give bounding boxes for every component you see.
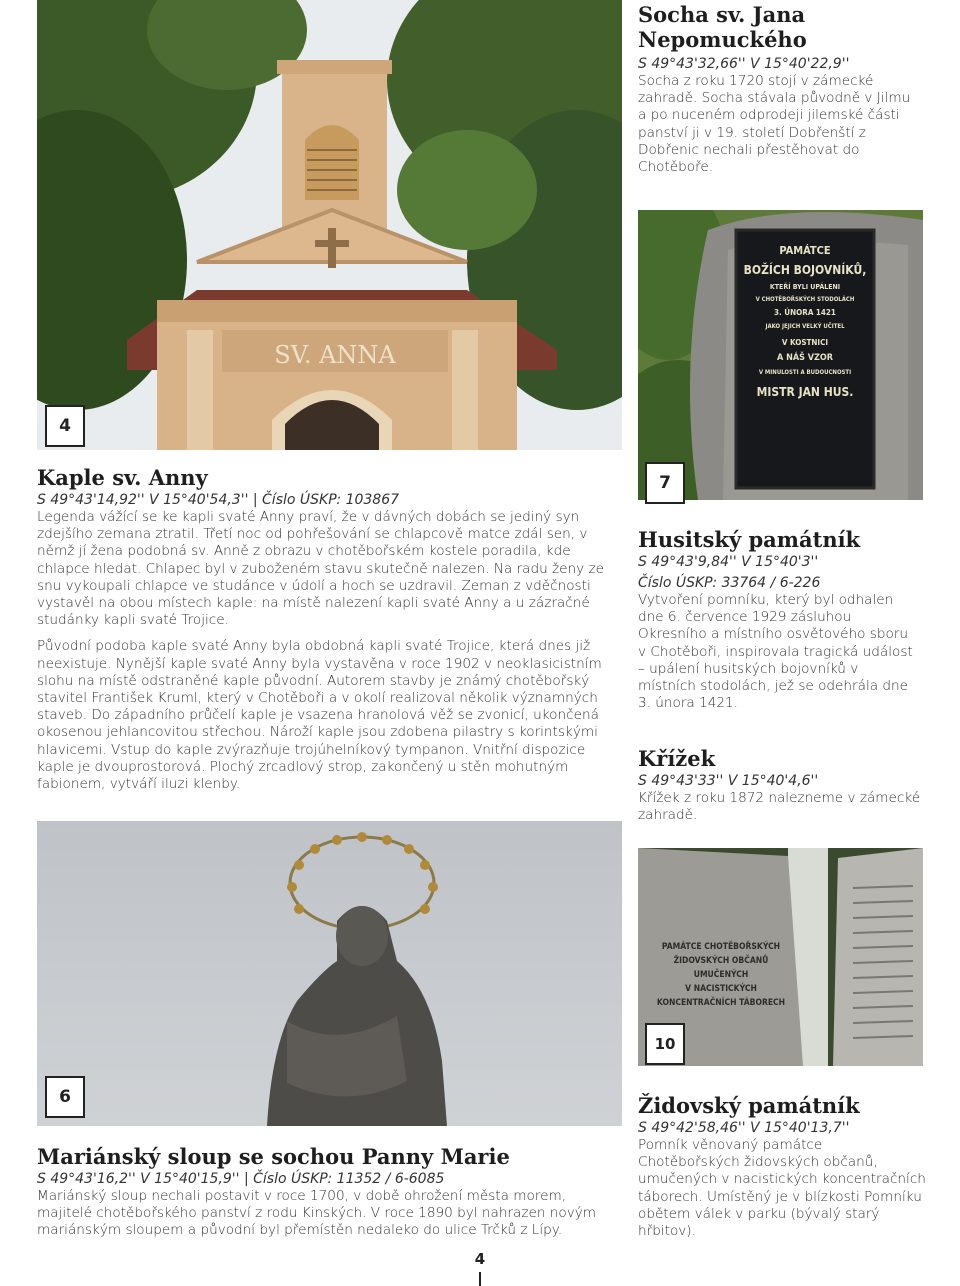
- section-husitsky-pamatnik: [638, 527, 928, 712]
- marian-title: Mariánský sloup se sochou Panny Marie: [37, 1144, 510, 1169]
- plaque-line: A NÁŠ VZOR: [776, 353, 834, 363]
- marian-coords: S 49°43'16,2'' V 15°40'15,9'' | Číslo ÚSKP: 11352 / 6-6085: [37, 1171, 445, 1187]
- anna-paragraph-2: Původní podoba kaple svaté Anny byla obdobná kapli svaté Trojice, která dnes již neexistuje. Nynější kaple svaté Anny byla vystavěna v roce 1902 v neoklasicistním slohu na místě odstraněné kaple původní. Autorem stavby je známý chotěbořský stavitel František Kruml, který v Chotěboři a v okolí realizoval několik významných staveb. Do západního průčelí kaple je vsazena hranolová věž se zvonicí, ukončená okosenou jehlancovitou střechou. Nároží kaple jsou zdobena pilastry s korintskými hlavicemi. Vstup do kaple zvýrazňuje trojúhelníkový tympanon. Vnitřní dispozice kaple je dvouprostorová. Plochý zrcadlový strop, zakončený u stěn mohutným fabionem, vytváří iluzi klenby.: [37, 638, 602, 793]
- plaque-line: V NACISTICKÝCH: [685, 984, 757, 994]
- section-mariansky-sloup: [37, 1144, 625, 1240]
- husitsky-coords: S 49°43'9,84'' V 15°40'3'': [638, 554, 819, 570]
- anna-paragraph-1: Legenda vážící se ke kapli svaté Anny praví, že v dávných dobách se jediný syn zdejšího zemana ztratil. Třetí noc od pohřešování se chlapcově matce zdál sen, v němž jí žena podobná sv. Anně z obrazu v chotěbořském kostele poradila, kde chlapce hledat. Chlapec byl v zuboženém stavu skutečně nalezen. Na radu ženy ze snu vykoupali chlapce ve studánce v údolí a hoch se uzdravil. Zeman z vděčnosti vystavěl na obou místech kaple: na místě nalezení kapli svaté Anny a u zázračné studánky kapli svaté Trojice.: [37, 509, 605, 629]
- krizek-title: Křížek: [638, 746, 716, 771]
- nepomucky-text: Socha z roku 1720 stojí v zámecké zahradě. Socha stávala původně v Jilmu a po nuceném odprodeji jilemské části panství ji v 19. století Dobřenští z Dobřenic nechali přestěhovat do Chotěboře.: [638, 73, 911, 176]
- plaque-line: 3. ÚNORA 1421: [774, 308, 836, 317]
- plaque-line: BOŽÍCH BOJOVNÍKŮ,: [743, 263, 867, 277]
- page-number: 4: [474, 1250, 486, 1268]
- photo-mariansky-sloup: [37, 821, 622, 1126]
- plaque-line: UMUČENÝCH: [693, 970, 749, 980]
- krizek-coords: S 49°43'33'' V 15°40'4,6'': [638, 773, 819, 789]
- section-nepomucky: [638, 2, 938, 176]
- zidovsky-title: Židovský památník: [638, 1093, 860, 1118]
- page-number-rule: [479, 1272, 481, 1286]
- photo-kaple-sv-anny: [37, 0, 622, 450]
- marian-statue-illustration: [37, 821, 622, 1126]
- zidovsky-coords: S 49°42'58,46'' V 15°40'13,7'': [638, 1120, 850, 1136]
- badge-10: 10: [645, 1023, 685, 1065]
- marian-text: Mariánský sloup nechali postavit v roce 1700, v době ohrožení města morem, majitelé chotěbořského panství z rodu Kinských. V roce 1890 byl nahrazen novým mariánským sloupem a původní byl přemístěn nedaleko do ulice Trčků z Lípy.: [37, 1188, 597, 1239]
- anna-coords: S 49°43'14,92'' V 15°40'54,3'' | Číslo ÚSKP: 103867: [37, 492, 400, 508]
- plaque-line: PAMÁTCE CHOTĚBOŘSKÝCH: [661, 942, 781, 952]
- anna-title: Kaple sv. Anny: [37, 465, 208, 490]
- badge-4: 4: [45, 405, 85, 447]
- photo-husitsky-pamatnik: [638, 210, 923, 500]
- plaque-line: KONCENTRAČNÍCH TÁBORECH: [656, 998, 786, 1008]
- plaque-line: JAKO JEJICH VELKÝ UČITEL: [765, 323, 845, 330]
- plaque-line: MISTR JAN HUS.: [756, 385, 854, 399]
- plaque-line: KTEŘÍ BYLI UPÁLENI: [769, 283, 841, 291]
- nepomucky-title: Socha sv. Jana Nepomuckého: [638, 2, 807, 52]
- plaque-line: V CHOTĚBOŘSKÝCH STODOLÁCH: [755, 296, 855, 303]
- husitsky-title: Husitský památník: [638, 527, 861, 552]
- anna-body: [37, 509, 625, 793]
- plaque-line: PAMÁTCE: [779, 244, 831, 257]
- plaque-line: V KOSTNICI: [781, 338, 829, 347]
- section-zidovsky-pamatnik: [638, 1093, 938, 1240]
- section-krizek: [638, 746, 938, 824]
- plaque-line: ŽIDOVSKÝCH OBČANŮ: [673, 956, 769, 966]
- zidovsky-text: Pomník věnovaný památce Chotěbořských židovských občanů, umučených v nacistických koncentračních táborech. Umístěný je v blízkosti Pomníku obětem válek v parku (bývalý starý hřbitov).: [638, 1137, 926, 1240]
- nepomucky-coords: S 49°43'32,66'' V 15°40'22,9'': [638, 56, 850, 72]
- badge-6: 6: [45, 1076, 85, 1118]
- hus-plaque-text: [736, 232, 874, 399]
- husitsky-uskp: Číslo ÚSKP: 33764 / 6-226: [638, 575, 821, 591]
- badge-7: 7: [645, 462, 685, 504]
- krizek-text: Křížek z roku 1872 nalezneme v zámecké zahradě.: [638, 790, 921, 824]
- husitsky-text: Vytvoření pomníku, který byl odhalen dne 6. července 1929 zásluhou Okresního a místního osvětového sboru v Chotěboři, inspirovala tragická událost – upálení husitských bojovníků v místních stodolách, jež se odehrála dne 3. února 1421.: [638, 592, 913, 712]
- chapel-illustration: [37, 0, 622, 450]
- jewish-plaque-text: [656, 940, 786, 1010]
- section-kaple-sv-anny: [37, 465, 625, 793]
- chapel-inscription: SV. ANNA: [274, 341, 396, 369]
- plaque-line: V MINULOSTI A BUDOUCNOSTI: [758, 369, 852, 376]
